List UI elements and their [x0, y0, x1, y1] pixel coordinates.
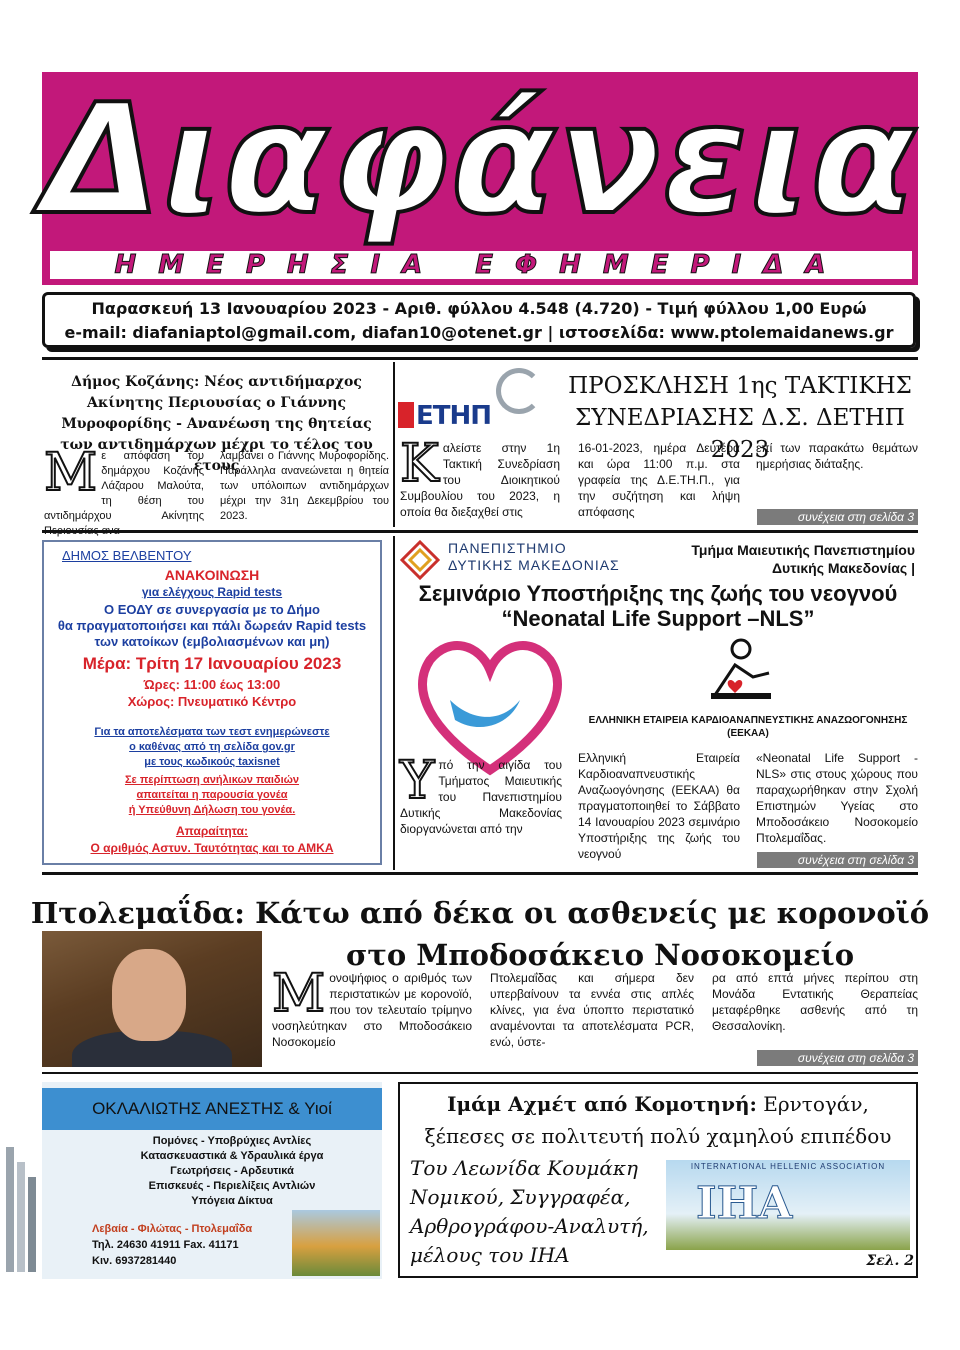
velvento-minors-2: απαιτείται η παρουσία γονέα [136, 789, 288, 801]
issue-date-line: Παρασκευή 13 Ιανουαρίου 2023 - Αριθ. φύλλου 4.548 (4.720) - Τιμή φύλλου 1,00 Ευρώ [91, 299, 867, 318]
divider [393, 362, 395, 527]
iha-banner-image [666, 1160, 910, 1250]
kozani-headline: Δήμος Κοζάνης: Νέος αντιδήμαρχος Ακίνητης Περιουσίας ο Γιάννης Μυροφορίδης - Ανανέωση της θητείας των αντιδημάρχων μέχρι το τέλος του έτους [60, 374, 373, 474]
detip-col-3: επί των παρακάτω θεμάτων ημερήσιας διάταξης. [756, 441, 918, 471]
velvento-place: Χώρος: Πνευματικό Κέντρο [127, 694, 297, 709]
university-logo-icon [400, 540, 440, 580]
university-col-2: Ελληνική Εταιρεία Καρδιοαναπνευστικής Αναζωογόνησης (ΕΕΚΑΑ) θα πραγματοποιηθεί το Σάββατο 14 Ιανουαρίου 2023 σεμινάριο Υποστήριξης της ζωής του νεογνού [578, 751, 740, 861]
imam-article [398, 1082, 918, 1278]
divider [393, 536, 395, 870]
ad-line: Κατασκευαστικά & Υδραυλικά έργα [140, 1150, 324, 1162]
velvento-minors-1: Σε περίπτωση ανήλικων παιδιών [124, 774, 300, 786]
velvento-results-1: Για τα αποτελέσματα των τεστ ενημερώνεστε [94, 726, 330, 738]
contact-line: e-mail: diafaniaptol@gmail.com, diafan10@otenet.gr | ιστοσελίδα: www.ptolemaidanews.gr [64, 323, 894, 342]
detip-logo-mark [398, 402, 414, 428]
university-logo-text: ΠΑΝΕΠΙΣΤΗΜΙΟ ΔΥΤΙΚΗΣ ΜΑΚΕΔΟΝΙΑΣ [448, 540, 620, 573]
ad-line: Επισκευές - Περιελίξεις Αντλιών [148, 1180, 316, 1192]
velvento-line-1: Ο ΕΟΔΥ σε συνεργασία με το Δήμο [104, 602, 320, 617]
subtitle-bar [50, 251, 912, 279]
newspaper-subtitle: ΗΜΕΡΗΣΙΑ ΕΦΗΜΕΡΙΔΑ [114, 250, 848, 280]
detip-col-1: Καλείστε στην 1η Τακτική Συνεδρίαση του Διοικητικού Συμβουλίου του 2023, η οποία θα διεξαχθεί στις [400, 434, 560, 519]
ptolemaida-continued: συνέχεια στη σελίδα 3 [757, 1050, 918, 1066]
imam-headline: Ιμάμ Αχμέτ από Κομοτηνή: Ερντογάν, ξέπεσες σε πολιτευτή πολύ χαμηλού επιπέδου [424, 1092, 892, 1148]
detip-logo: ΕΤΗΠ [398, 401, 558, 431]
masthead [42, 72, 918, 285]
eekaa-name: ΕΛΛΗΝΙΚΗ ΕΤΑΙΡΕΙΑ ΚΑΡΔΙΟΑΝΑΠΝΕΥΣΤΙΚΗΣ ΑΝΑΖΩΟΓΟΝΗΣΗΣ (ΕΕΚΑΑ) [588, 715, 908, 739]
ad-title: ΟΚΛΑΛΙΩΤΗΣ ΑΝΕΣΤΗΣ & Υιοί [42, 1088, 382, 1130]
ad-locations: Λεβαία - Φιλώτας - Πτολεμαΐδα [92, 1223, 253, 1235]
detip-continued: συνέχεια στη σελίδα 3 [757, 509, 918, 525]
photo-face [112, 949, 186, 1041]
ad-line: Πομόνες - Υποβρύχιες Αντλίες [152, 1135, 312, 1147]
velvento-required: Ο αριθμός Αστυν. Ταυτότητας και το ΑΜΚΑ [90, 841, 334, 855]
university-col-1: Υπό την αιγίδα του Τμήματος Μαιευτικής του Πανεπιστημίου Δυτικής Μακεδονίας διοργανώνεται από την [400, 751, 562, 836]
velvento-minors-3: ή Υπεύθυνη Δήλωση του γονέα. [128, 804, 296, 816]
velvento-municipality: ΔΗΜΟΣ ΒΕΛΒΕΝΤΟΥ [62, 548, 192, 563]
velvento-notice [42, 540, 382, 865]
dropcap: Μ [44, 443, 98, 503]
velvento-day: Μέρα: Τρίτη 17 Ιανουαρίου 2023 [82, 654, 342, 673]
ad-mobile: Κιν. 6937281440 [92, 1255, 177, 1267]
university-department: Τμήμα Μαιευτικής Πανεπιστημίου Δυτικής Μακεδονίας | [691, 542, 915, 576]
ptolemaida-headline: Πτολεμαΐδα: Κάτω από δέκα οι ασθενείς με κορονοϊό στο Μποδοσάκειο Νοσοκομείο [30, 896, 930, 972]
issue-info-box [42, 292, 916, 348]
dropcap: Μ [272, 964, 326, 1024]
iha-logo: IHA [696, 1178, 793, 1229]
iha-label: INTERNATIONAL HELLENIC ASSOCIATION [690, 1162, 886, 1171]
university-col-3: «Neonatal Life Support - NLS» στις στους χώρους που παραχωρήθηκαν στην Σχολή Επιστημών Υγείας στο Μποδοσάκειο Νοσοκομείο Πτολεμαΐδας. [756, 751, 918, 845]
page-reference: Σελ. 2 [866, 1253, 914, 1269]
author-photo [42, 931, 262, 1067]
velvento-results-2: ο καθένας από τη σελίδα gov.gr [129, 741, 295, 753]
dropcap: Κ [400, 434, 439, 494]
detip-logo-box [398, 368, 568, 438]
divider [42, 530, 918, 533]
cpr-icon [705, 635, 777, 707]
kozani-col-2: λαμβάνει ο Γιάννης Μυροφορίδης. Παράλληλα ανανεώνεται η θητεία των υπόλοιπων αντιδημάρχων μέχρι την 31η Δεκεμβρίου του 2023. [220, 450, 389, 522]
velvento-line-2: θα πραγματοποιήσει και πάλι δωρεάν Rapid tests [57, 618, 367, 633]
imam-author: Του Λεωνίδα Κουμάκη Νομικού, Συγγραφέα, Αρθρογράφου-Αναλυτή, μέλους του ΙΗΑ [410, 1156, 649, 1267]
velvento-title: ΑΝΑΚΟΙΝΩΣΗ [164, 567, 260, 583]
university-headline: Σεμινάριο Υποστήριξης της ζωής του νεογνού “Neonatal Life Support –NLS” [418, 581, 898, 631]
ad-line: Υπόγεια Δίκτυα [191, 1195, 273, 1207]
drilling-rig-image [292, 1210, 380, 1276]
divider [42, 1072, 918, 1074]
dropcap: Υ [400, 751, 435, 811]
divider [42, 872, 918, 875]
ptolemaida-col-3: ρα από επτά μήνες περίπου στη Μονάδα Εντατικής Θεραπείας μεταφέρθηκε ασθενής από τη Θεσσαλονίκη. [712, 971, 918, 1033]
velvento-required-title: Απαραίτητα: [175, 824, 249, 838]
velvento-line-3: των κατοίκων (εμβολιασμένων και μη) [94, 634, 330, 649]
ptolemaida-col-2: Πτολεμαΐδας και σήμερα δεν υπερβαίνουν τα εννέα στις απλές κλίνες, για ένα ύποπτο περιστατικό αναμένονται τα αποτελέσματα PCR, ενώ, ύστε- [490, 971, 694, 1049]
oklaliotis-ad [42, 1082, 382, 1279]
ad-phone: Τηλ. 24630 41911 Fax. 41171 [92, 1239, 239, 1251]
ptolemaida-col-1: Μονοψήφιος ο αριθμός των περιστατικών με κορονοϊό, που τον τελευταίο τρίμηνο νοσηλεύτηκαν στο Μποδοσάκειο Νοσοκομείο [272, 964, 472, 1049]
university-continued: συνέχεια στη σελίδα 3 [757, 852, 918, 868]
velvento-hours: Ώρες: 11:00 έως 13:00 [143, 677, 281, 692]
detip-col-2: 16-01-2023, ημέρα Δευτέρα και ώρα 11:00 π.μ. στα γραφεία της Δ.Ε.ΤΗ.Π., για την συζήτηση και λήψη απόφασης [578, 441, 740, 519]
velvento-subtitle: για ελέγχους Rapid tests [141, 585, 283, 599]
velvento-results-3: με τους κωδικούς taxisnet [144, 756, 280, 768]
newspaper-title: Διαφάνεια [42, 71, 918, 248]
divider [42, 357, 918, 360]
kozani-col-1: Με απόφαση του δημάρχου Κοζάνης Λάζαρου Μαλούτα, τη θέση του αντιδημάρχου Ακίνητης [44, 443, 204, 522]
pumps-image [4, 1137, 38, 1277]
detip-headline: ΠΡΟΣΚΛΗΣΗ 1ης ΤΑΚΤΙΚΗΣ ΣΥΝΕΔΡΙΑΣΗΣ Δ.Σ. ΔΕΤΗΠ 2023 [568, 373, 912, 463]
ad-line: Γεωτρήσεις - Αρδευτικά [170, 1165, 294, 1177]
